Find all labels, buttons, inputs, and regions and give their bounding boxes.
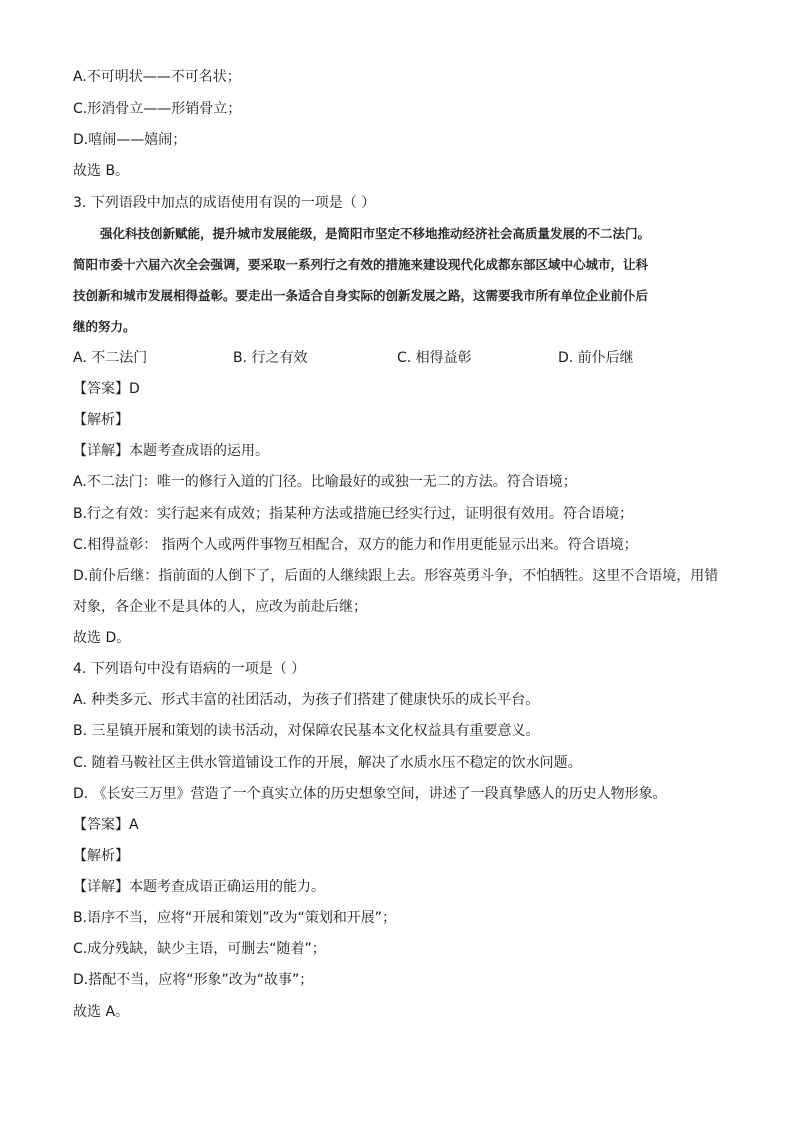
q3-analysis-tag: 【解析】 [73, 412, 129, 428]
q3-explanation-b: B.行之有效：实行起来有成效；指某种方法或措施已经实行过，证明很有效用。符合语境； [73, 506, 634, 522]
q3-passage-line: 强化科技创新赋能，提升城市发展能级，是简阳市坚定不移地推动经济社会高质量发展的不二法门。 [100, 226, 651, 241]
q4-option-c: C. 随着马鞍社区主供水管道铺设工作的开展，解决了水质水压不稳定的饮水问题。 [73, 755, 582, 771]
q4-explanation-c: C.成分残缺，缺少主语，可删去“随着”； [73, 941, 326, 957]
q2-option-c-correction: C.形消骨立——形销骨立； [73, 101, 242, 117]
q4-option-d: D. 《长安三万里》营造了一个真实立体的历史想象空间，讲述了一段真挚感人的历史人物形象。 [73, 786, 667, 802]
q3-passage-line: 技创新和城市发展相得益彰。要走出一条适合自身实际的创新发展之路，这需要我市所有单位企业前仆后 [73, 288, 649, 303]
q3-explanation-d-cont: 对象，各企业不是具体的人，应改为前赴后继； [73, 599, 367, 615]
q3-explanation-d: D.前仆后继：指前面的人倒下了，后面的人继续跟上去。形容英勇斗争，不怕牺牲。这里不合语境，用错 [73, 568, 719, 584]
q4-detail: 【详解】本题考查成语正确运用的能力。 [73, 879, 325, 895]
q3-passage-line: 简阳市委十六届六次全会强调，要采取一系列行之有效的措施来建设现代化成都东部区域中心城市，让科 [73, 257, 649, 272]
q4-answer: 【答案】A [73, 817, 139, 833]
q4-analysis-tag: 【解析】 [73, 848, 129, 864]
q3-option-a: A. 不二法门 [73, 350, 148, 366]
q3-answer: 【答案】D [73, 381, 140, 397]
q4-conclusion: 故选 A。 [73, 1004, 130, 1020]
q4-explanation-d: D.搭配不当，应将“形象”改为“故事”； [73, 972, 314, 988]
q4-option-b: B. 三星镇开展和策划的读书活动，对保障农民基本文化权益具有重要意义。 [73, 723, 540, 739]
q4-option-a: A. 种类多元、形式丰富的社团活动，为孩子们搭建了健康快乐的成长平台。 [73, 692, 540, 708]
q4-stem: 4. 下列语句中没有语病的一项是（ ） [73, 661, 306, 677]
q3-conclusion: 故选 D。 [73, 630, 131, 646]
q3-passage-line: 继的努力。 [73, 319, 136, 334]
q4-explanation-b: B.语序不当，应将“开展和策划”改为“策划和开展”； [73, 910, 397, 926]
q3-explanation-c: C.相得益彰： 指两个人或两件事物互相配合，双方的能力和作用更能显示出来。符合语境； [73, 537, 638, 553]
q2-option-d-correction: D.嘻闹——嬉闹； [73, 132, 187, 148]
q3-option-c: C. 相得益彰 [397, 350, 472, 366]
q2-conclusion: 故选 B。 [73, 163, 130, 179]
q3-detail: 【详解】本题考查成语的运用。 [73, 443, 269, 459]
q2-option-a-correction: A.不可明状——不可名状； [73, 69, 241, 85]
q3-option-d: D. 前仆后继 [558, 350, 634, 366]
q3-stem: 3. 下列语段中加点的成语使用有误的一项是（ ） [73, 195, 376, 211]
q3-explanation-a: A.不二法门：唯一的修行入道的门径。比喻最好的或独一无二的方法。符合语境； [73, 474, 577, 490]
q3-option-b: B. 行之有效 [233, 350, 308, 366]
